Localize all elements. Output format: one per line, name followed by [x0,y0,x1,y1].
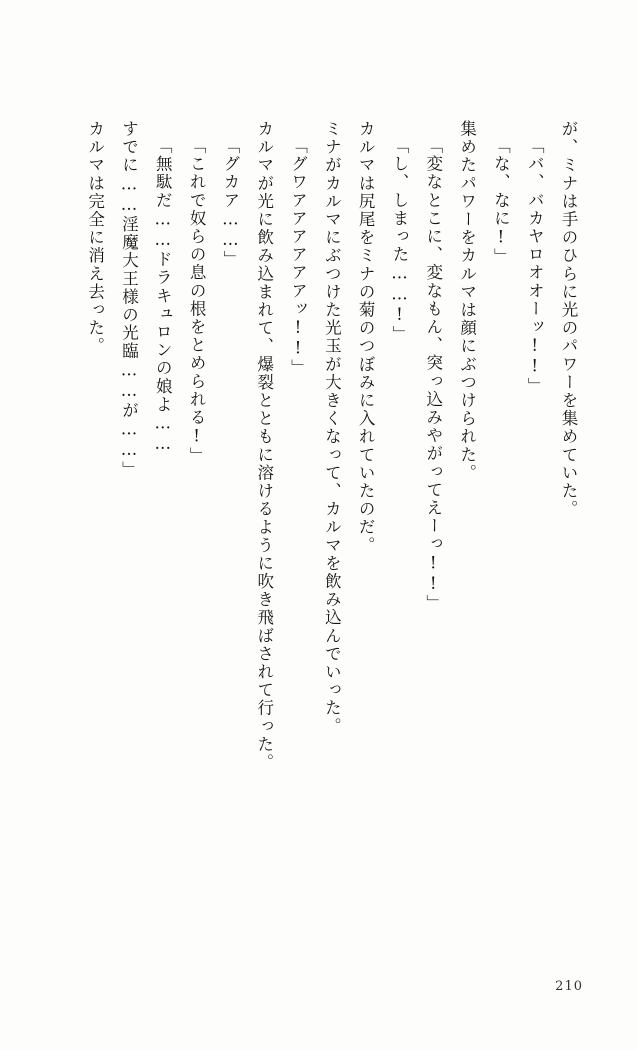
text-line: 「グカア……」 [220,137,240,269]
text-line: 「し、しまった……!」 [389,137,409,344]
text-line: すでに……淫魔大王様の光臨……が……」 [119,120,139,479]
vertical-text-body [45,120,585,920]
text-line: 集めたパワーをカルマは顔にぶつけられた。 [457,120,477,482]
text-line: 「バ、バカヤロオオーッ!!」 [525,137,545,396]
text-line: カルマは完全に消え去った。 [85,120,105,356]
text-line: 「な、なに!」 [491,137,511,267]
text-line: 「変なとこに、変なもん、突っ込みやがってえーっ!!」 [423,137,443,613]
text-line: が、ミナは手のひらに光のパワーを集めていた。 [559,120,578,519]
text-line: ミナがカルマにぶつけた光玉が大きくなって、カルマを飲み込んでいった。 [322,120,342,736]
text-line: 「無駄だ……ドラキュロンの娘よ…… [153,137,173,455]
page-number: 210 [555,979,583,994]
text-line: 「これで奴らの息の根をとめられる!」 [187,137,207,466]
text-line: カルマが光に飲み込まれて、爆裂とともに溶けるように吹き飛ばされて行った。 [254,120,274,772]
text-line: 「グワアアアアアアッ!!」 [288,137,308,378]
text-line: カルマは尻尾をミナの菊のつぼみに入れていたのだ。 [356,120,376,555]
